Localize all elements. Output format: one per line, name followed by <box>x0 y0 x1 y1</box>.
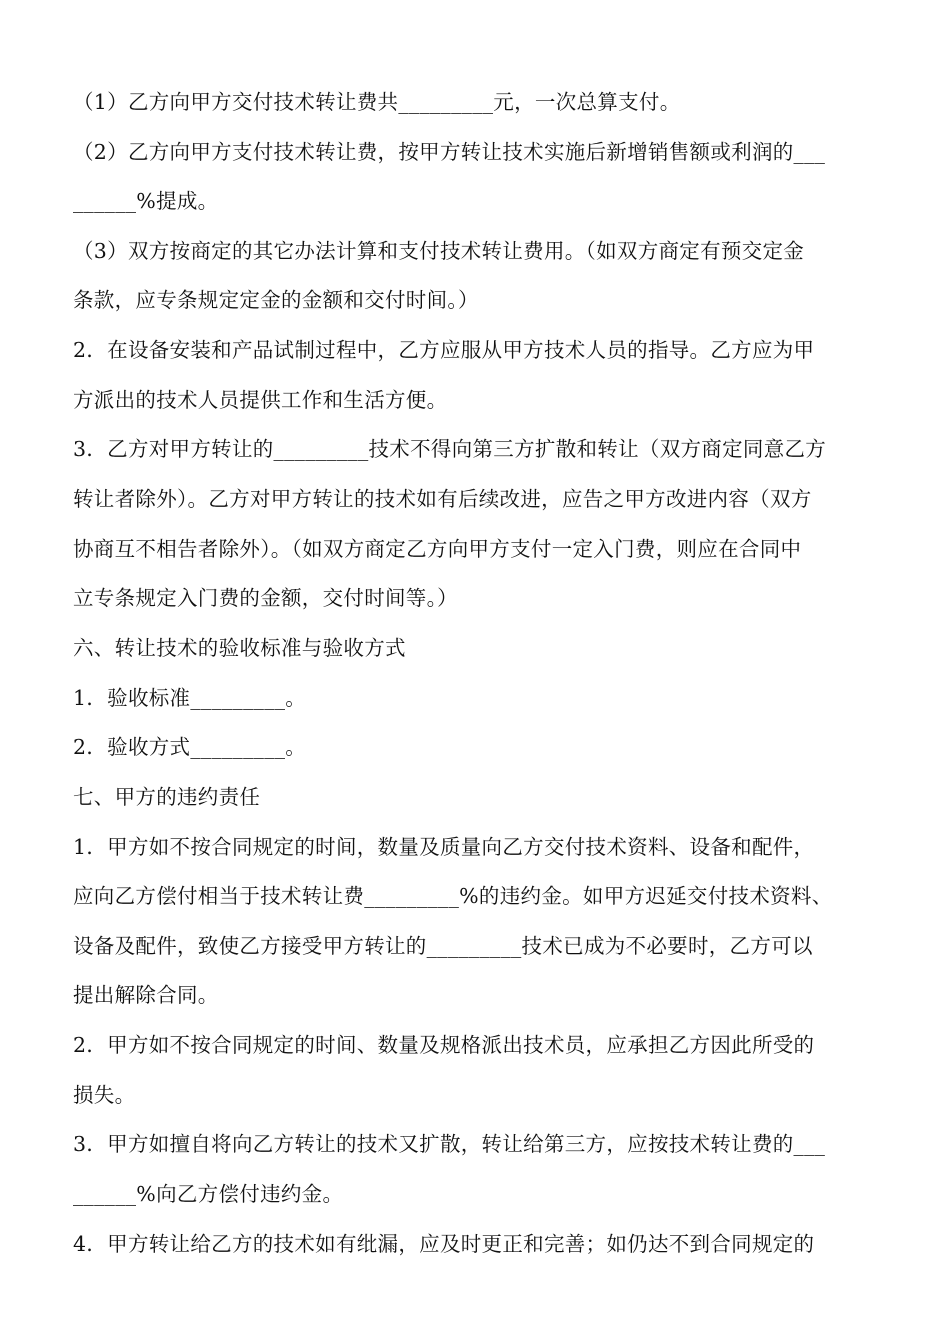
text-line: 条款，应专条规定定金的金额和交付时间。） <box>73 288 479 312</box>
text-line: （1）乙方向甲方交付技术转让费共_________元，一次总算支付。 <box>73 90 681 114</box>
text-line: 设备及配件，致使乙方接受甲方转让的_________技术已成为不必要时，乙方可以 <box>73 934 813 958</box>
text-line: 2．甲方如不按合同规定的时间、数量及规格派出技术员，应承担乙方因此所受的 <box>73 1033 815 1057</box>
text-line: 1．甲方如不按合同规定的时间，数量及质量向乙方交付技术资料、设备和配件， <box>73 835 815 859</box>
text-line: ______%向乙方偿付违约金。 <box>73 1182 344 1206</box>
text-line: 方派出的技术人员提供工作和生活方便。 <box>73 388 448 412</box>
text-line: （2）乙方向甲方支付技术转让费，按甲方转让技术实施后新增销售额或利润的___ <box>73 140 826 164</box>
text-line: （3）双方按商定的其它办法计算和支付技术转让费用。（如双方商定有预交定金 <box>73 239 805 263</box>
text-line: 2．验收方式_________。 <box>73 735 307 759</box>
text-line: 1．验收标准_________。 <box>73 686 307 710</box>
text-line: ______%提成。 <box>73 189 219 213</box>
text-line: 应向乙方偿付相当于技术转让费_________%的违约金。如甲方迟延交付技术资料、 <box>73 884 833 908</box>
text-line: 提出解除合同。 <box>73 983 219 1007</box>
text-line: 4．甲方转让给乙方的技术如有纰漏，应及时更正和完善；如仍达不到合同规定的 <box>73 1232 815 1256</box>
section-heading: 七、甲方的违约责任 <box>73 785 261 809</box>
text-line: 立专条规定入门费的金额，交付时间等。） <box>73 586 458 610</box>
text-line: 转让者除外）。乙方对甲方转让的技术如有后续改进，应告之甲方改进内容（双方 <box>73 487 812 511</box>
text-line: 2．在设备安装和产品试制过程中，乙方应服从甲方技术人员的指导。乙方应为甲 <box>73 338 815 362</box>
section-heading: 六、转让技术的验收标准与验收方式 <box>73 636 406 660</box>
text-line: 协商互不相告者除外）。（如双方商定乙方向甲方支付一定入门费，则应在合同中 <box>73 537 802 561</box>
text-line: 损失。 <box>73 1083 136 1107</box>
text-line: 3．甲方如擅自将向乙方转让的技术又扩散，转让给第三方，应按技术转让费的___ <box>73 1132 826 1156</box>
text-line: 3．乙方对甲方转让的_________技术不得向第三方扩散和转让（双方商定同意乙方 <box>73 437 827 461</box>
